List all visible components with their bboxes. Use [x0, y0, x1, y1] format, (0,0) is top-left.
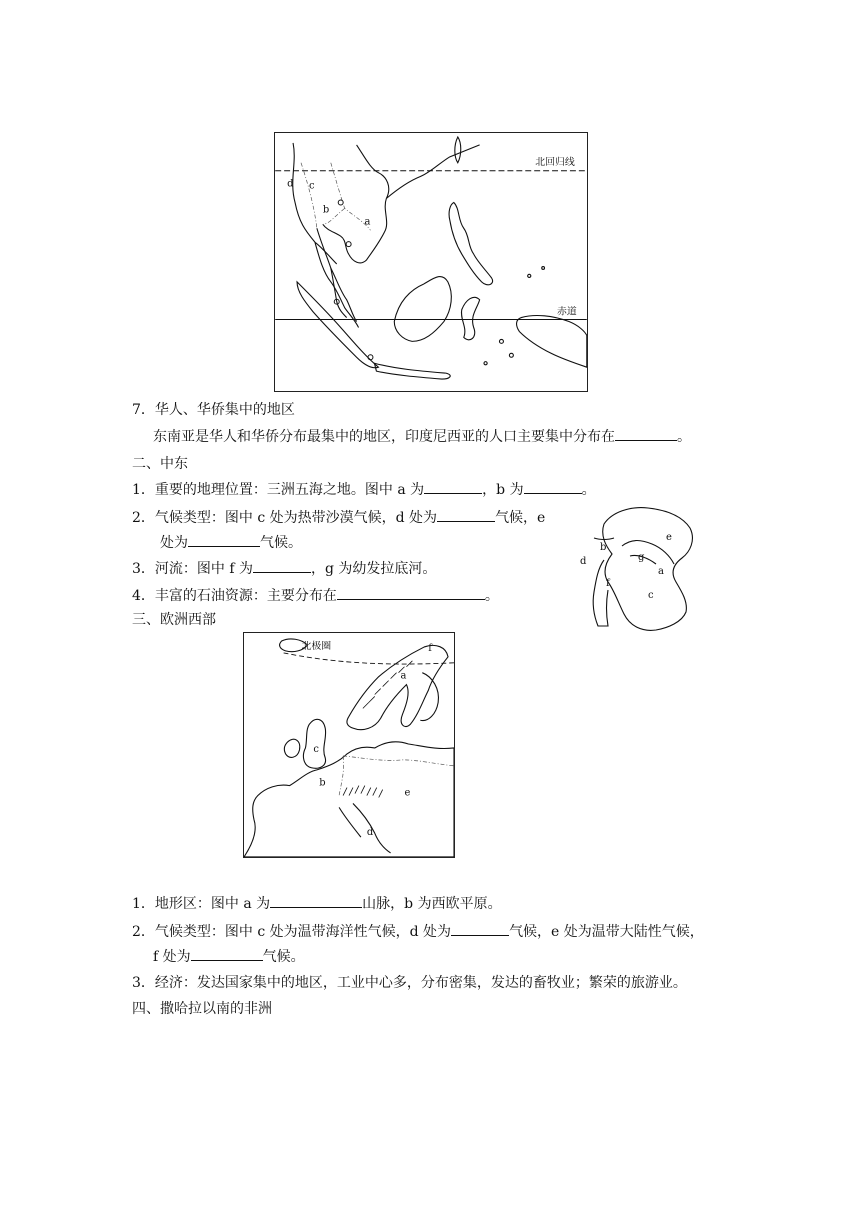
scandinavian-mountains-hatching [363, 661, 413, 709]
section7-end: 。 [677, 429, 691, 445]
map-letter-f: f [428, 642, 432, 654]
answer-blank[interactable] [524, 479, 582, 494]
alps-hatching [343, 786, 383, 798]
section7-question [153, 426, 691, 447]
me-question-3 [132, 558, 436, 579]
me-q3-text: 3．河流：图中 f 为 [132, 561, 253, 577]
map-letter-g: g [638, 552, 645, 563]
answer-blank[interactable] [437, 507, 495, 522]
western-europe-map-drawing [244, 633, 454, 857]
map-letter-c: c [313, 743, 319, 755]
me-question-1 [132, 479, 596, 500]
answer-blank[interactable] [424, 479, 482, 494]
southeast-asia-map [274, 132, 588, 392]
tropic-label: 北回归线 [535, 156, 575, 168]
answer-blank[interactable] [451, 921, 509, 936]
map-letter-b: b [600, 542, 607, 553]
map-letter-a: a [658, 566, 664, 577]
city-marker [338, 200, 343, 205]
section7-text: 东南亚是华人和华侨分布最集中的地区，印度尼西亚的人口主要集中分布在 [153, 429, 615, 445]
equator-label: 赤道 [557, 306, 577, 318]
answer-blank[interactable] [188, 532, 260, 547]
eu-question-2 [132, 921, 704, 942]
arctic-circle-label: 北极圈 [301, 640, 332, 652]
answer-blank[interactable] [253, 558, 311, 573]
answer-blank[interactable] [337, 585, 485, 600]
eu-q2-text: 2．气候类型：图中 c 处为温带海洋性气候，d 处为 [132, 924, 452, 940]
eu-q2-cont-text: f 处为 [153, 949, 191, 965]
map-letter-f: f [606, 578, 610, 589]
answer-blank[interactable] [615, 426, 677, 441]
me-question-4 [132, 585, 499, 606]
eu-q1-end: 山脉，b 为西欧平原。 [362, 896, 502, 912]
me-q4-text: 4．丰富的石油资源：主要分布在 [132, 588, 337, 604]
section7-title: 7．华人、华侨集中的地区 [132, 402, 295, 418]
map-letter-e: e [404, 787, 411, 799]
me-q4-end: 。 [484, 588, 499, 604]
africa-heading: 四、撒哈拉以南的非洲 [132, 1001, 272, 1017]
me-q2-end: 气候。 [260, 535, 302, 551]
me-question-2 [132, 507, 545, 528]
me-q2-cont-text: 处为 [160, 535, 188, 551]
middle-east-heading: 二、中东 [132, 456, 188, 472]
eu-q2-mid: 气候，e 处为温带大陆性气候， [509, 924, 704, 940]
map-letter-d: d [287, 178, 294, 190]
city-marker [346, 242, 351, 247]
me-q1-mid: ，b 为 [482, 482, 524, 498]
map-letter-a: a [400, 670, 407, 682]
europe-heading: 三、欧洲西部 [132, 612, 216, 628]
eu-question-2-cont [153, 946, 305, 967]
middle-east-map-drawing [578, 498, 702, 634]
map-letter-a: a [364, 216, 371, 228]
middle-east-map [578, 498, 702, 634]
map-letter-c: c [648, 590, 654, 601]
city-marker [368, 355, 373, 360]
me-q1-text: 1．重要的地理位置：三洲五海之地。图中 a 为 [132, 482, 425, 498]
southeast-asia-map-drawing [275, 133, 587, 391]
map-letter-d: d [580, 556, 587, 567]
me-q2-text: 2．气候类型：图中 c 处为热带沙漠气候，d 处为 [132, 510, 438, 526]
me-question-2-cont [160, 532, 302, 553]
map-letter-e: e [666, 532, 672, 543]
eu-q1-text: 1．地形区：图中 a 为 [132, 896, 271, 912]
map-letter-d: d [366, 827, 374, 839]
me-q1-end: 。 [581, 482, 596, 498]
eu-question-3: 3．经济：发达国家集中的地区，工业中心多，分布密集，发达的畜牧业；繁荣的旅游业。 [132, 975, 687, 991]
me-q3-end: ，g 为幼发拉底河。 [311, 561, 437, 577]
map-letter-b: b [319, 777, 326, 789]
me-q2-mid: 气候，e [495, 510, 546, 526]
answer-blank[interactable] [270, 893, 362, 908]
answer-blank[interactable] [191, 946, 263, 961]
arctic-circle-line [284, 653, 454, 664]
western-europe-map [243, 632, 455, 858]
eu-question-1 [132, 893, 502, 914]
eu-q2-end: 气候。 [262, 949, 305, 965]
map-letter-b: b [322, 204, 330, 216]
map-letter-c: c [308, 180, 315, 192]
